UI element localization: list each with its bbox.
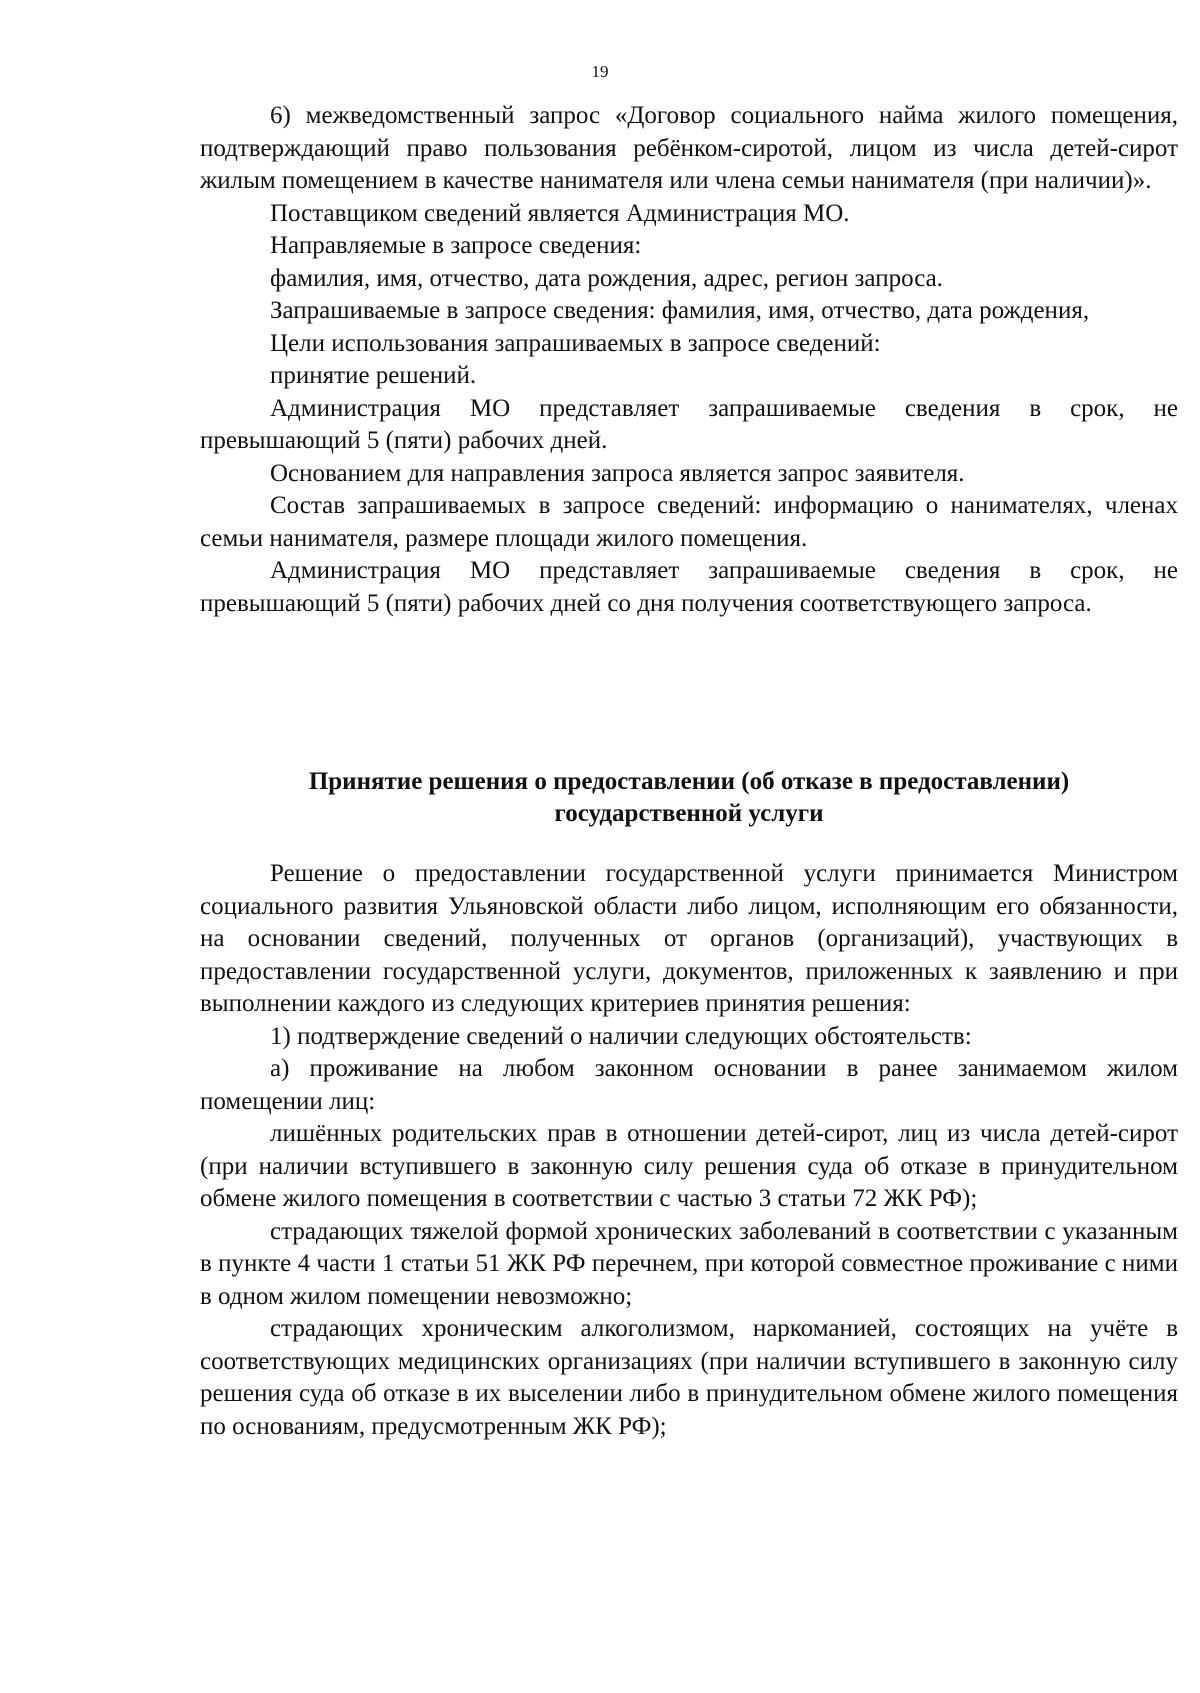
paragraph: страдающих тяжелой формой хронических заболеваний в соответствии с указанным в пункте 4 части 1 статьи 51 ЖК РФ перечнем, при которой совместное проживание с ними в одном жилом помещении невозможно;: [200, 1217, 1178, 1310]
paragraph: Запрашиваемые в запросе сведения: фамилия, имя, отчество, дата рождения,: [270, 297, 1090, 324]
section-heading-line: государственной услуги: [554, 800, 824, 827]
paragraph: Цели использования запрашиваемых в запросе сведений:: [270, 329, 881, 357]
paragraph: принятие решений.: [270, 362, 477, 389]
paragraph: 1) подтверждение сведений о наличии следующих обстоятельств:: [270, 1022, 972, 1050]
page-number: 19: [591, 62, 609, 81]
paragraph: страдающих хроническим алкоголизмом, наркоманией, состоящих на учёте в соответствующих медицинских организациях (при наличии вступившего в законную силу решения суда об отказе в их выселении либо в принудительном обмене жилого помещения по основаниям, предусмотренным ЖК РФ);: [200, 1315, 1178, 1440]
paragraph: Решение о предоставлении государственной услуги принимается Министром социального развития Ульяновской области либо лицом, исполняющим его обязанности, на основании сведений, полученных от органов (организаций), участвующих в предоставлении государственной услуги, документов, приложенных к заявлению и при выполнении каждого из следующих критериев принятия решения:: [200, 860, 1178, 1017]
paragraph: а) проживание на любом законном основании в ранее занимаемом жилом помещении лиц:: [200, 1055, 1178, 1115]
paragraph: Основанием для направления запроса является запрос заявителя.: [270, 459, 965, 487]
section-heading: [200, 766, 1178, 830]
paragraph: фамилия, имя, отчество, дата рождения, адрес, регион запроса.: [270, 264, 943, 292]
paragraph: Администрация МО представляет запрашиваемые сведения в срок, не превышающий 5 (пяти) рабочих дней.: [200, 394, 1178, 454]
section-heading-line: Принятие решения о предоставлении (об отказе в предоставлении): [308, 768, 1070, 795]
paragraph: Администрация МО представляет запрашиваемые сведения в срок, не превышающий 5 (пяти) рабочих дней со дня получения соответствующего запроса.: [200, 557, 1178, 617]
section-decision: [200, 858, 1178, 1443]
paragraph: 6) межведомственный запрос «Договор социального найма жилого помещения, подтверждающий право пользования ребёнком-сиротой, лицом из числа детей-сирот жилым помещением в качестве нанимателя или члена семьи нанимателя (при наличии)».: [200, 102, 1178, 194]
paragraph: лишённых родительских прав в отношении детей-сирот, лиц из числа детей-сирот (при наличии вступившего в законную силу решения суда об отказе в принудительном обмене жилого помещения в соответствии с частью 3 статьи 72 ЖК РФ);: [200, 1120, 1178, 1212]
paragraph: Направляемые в запросе сведения:: [270, 232, 642, 259]
section-requests: [200, 100, 1178, 620]
paragraph: Поставщиком сведений является Администрация МО.: [270, 199, 850, 227]
paragraph: Состав запрашиваемых в запросе сведений: информацию о нанимателях, членах семьи нанимателя, размере площади жилого помещения.: [200, 492, 1178, 552]
